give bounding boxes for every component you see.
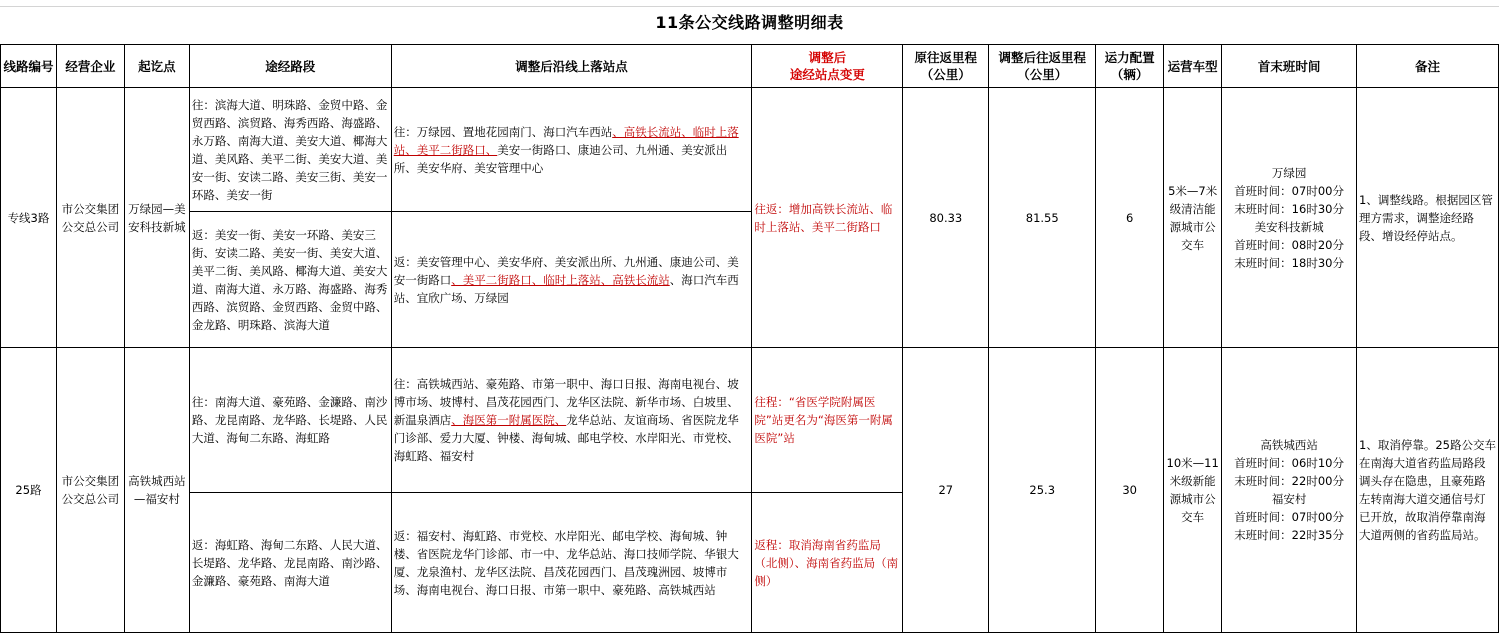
header-schedule: 首末班时间 [1222,45,1357,88]
schedule-first: 首班时间：08时20分 [1234,237,1344,252]
bus-type: 5米—7米级清洁能源城市公交车 [1164,88,1222,348]
route-no: 专线3路 [1,88,57,348]
schedule-last: 末班时间：22时00分 [1234,474,1344,488]
operator: 市公交集团公交总公司 [56,88,124,348]
remarks: 1、取消停靠。25路公交车在南海大道省药监局路段调头存在隐患，且豪苑路左转南海大道交通信号灯已开放，故取消停靠南海大道两侧的省药监局站。 [1357,348,1499,633]
stops-text: 往：高铁城西站、豪苑路、市第一职中、海口日报、海南电视台、坡博市场、坡博村、昌茂花园西门、龙华区法院、新华市场、白坡里、新温泉酒店 [393,377,739,427]
header-operator: 经营企业 [56,45,124,88]
schedule-last: 末班时间：22时35分 [1234,528,1344,542]
stops-return: 返：福安村、海虹路、市党校、水岸阳光、邮电学校、海甸城、钟楼、省医院龙华门诊部、市一中、龙华总站、海口技师学院、华银大厦、龙泉渔村、龙华区法院、昌茂花园西门、昌茂瑰洲园、坡博市场、海南电视台、海口日报、市第一职中、豪苑路、高铁城西站 [391,493,752,633]
header-stops: 调整后沿线上落站点 [391,45,752,88]
stops-text: 返：美安管理中心、美安华府、美安派出所、九州通、康迪公司、美安一街路口 [393,254,739,287]
schedule [1222,88,1357,348]
terminals: 高铁城西站—福安村 [124,348,189,633]
stops-return [391,212,752,348]
new-km: 25.3 [989,348,1096,633]
stops-outbound [391,88,752,212]
stop-change: 往返：增加高铁长流站、临时上落站、美平二街路口 [752,88,903,348]
schedule-last: 末班时间：16时30分 [1234,201,1344,216]
header-row [1,45,1499,88]
header-change: 调整后 途经站点变更 [752,45,903,88]
stops-text: 、海口汽车西站、宜欣广场、万绿园 [393,272,739,305]
title-bar [0,0,1499,46]
gridline [0,6,1499,7]
header-path: 途经路段 [189,45,391,88]
header-bus-type: 运营车型 [1164,45,1222,88]
header-remarks: 备注 [1357,45,1499,88]
stops-text: 美安一街路口、康迪公司、九州通、美安派出所、美安华府、美安管理中心 [393,142,728,175]
header-route-no: 线路编号 [1,45,57,88]
orig-km: 27 [903,348,989,633]
stops-added: 、高铁长流站、临时上落站、美平二街路口、 [393,124,739,157]
stops-added: 、美平二街路口、临时上落站、高铁长流站 [451,272,670,287]
table-row [1,348,1499,493]
schedule-first: 首班时间：07时00分 [1234,183,1344,198]
schedule-first: 首班时间：06时10分 [1234,456,1344,470]
schedule-stop: 福安村 [1271,492,1307,506]
capacity: 30 [1096,348,1164,633]
header-terminals: 起讫点 [124,45,189,88]
terminals: 万绿园—美安科技新城 [124,88,189,348]
table-row [1,88,1499,212]
schedule-last: 末班时间：18时30分 [1234,255,1344,270]
path-outbound: 往：南海大道、豪苑路、金濂路、南沙路、龙昆南路、龙华路、长堤路、人民大道、海甸二东路、海虹路 [189,348,391,493]
stops-text: 龙华总站、友谊商场、省医院龙华门诊部、爱力大厦、钟楼、海甸城、邮电学校、水岸阳光、市党校、海虹路、福安村 [393,413,739,463]
header-orig-km: 原往返里程（公里） [903,45,989,88]
new-km: 81.55 [989,88,1096,348]
schedule-stop: 美安科技新城 [1254,219,1324,234]
stop-change-outbound: 往程：“省医学院附属医院”站更名为“海医第一附属医院”站 [752,348,903,493]
schedule-stop: 高铁城西站 [1260,438,1318,452]
route-no: 25路 [1,348,57,633]
route-adjustment-table [0,44,1499,633]
schedule-stop: 万绿园 [1271,165,1307,180]
remarks: 1、调整线路。根据园区管理方需求，调整途经路段、增设经停站点。 [1357,88,1499,348]
header-capacity: 运力配置（辆） [1096,45,1164,88]
operator: 市公交集团公交总公司 [56,348,124,633]
schedule [1222,348,1357,633]
schedule-first: 首班时间：07时00分 [1234,510,1344,524]
orig-km: 80.33 [903,88,989,348]
stops-text: 往：万绿园、置地花园南门、海口汽车西站 [393,124,613,139]
bus-type: 10米—11米级新能源城市公交车 [1164,348,1222,633]
stops-outbound [391,348,752,493]
path-return: 返：海虹路、海甸二东路、人民大道、长堤路、龙华路、龙昆南路、南沙路、金濂路、豪苑路、南海大道 [189,493,391,633]
header-new-km: 调整后往返里程（公里） [989,45,1096,88]
path-outbound: 往：滨海大道、明珠路、金贸中路、金贸西路、滨贸路、海秀西路、海盛路、永万路、南海大道、美安大道、椰海大道、美风路、美平二街、美安大道、美安一街、安读二路、美安三街、美安一环路、美安一街 [189,88,391,212]
path-return: 返：美安一街、美安一环路、美安三街、安读二路、美安一街、美安大道、美平二街、美风路、椰海大道、美安大道、南海大道、永万路、海盛路、海秀西路、滨贸路、金贸西路、金贸中路、金龙路、明珠路、滨海大道 [189,212,391,348]
stops-renamed: 、海医第一附属医院、 [451,413,567,427]
page-title: 11条公交线路调整明细表 [655,13,844,32]
capacity: 6 [1096,88,1164,348]
stop-change-return: 返程：取消海南省药监局（北侧）、海南省药监局（南侧） [752,493,903,633]
